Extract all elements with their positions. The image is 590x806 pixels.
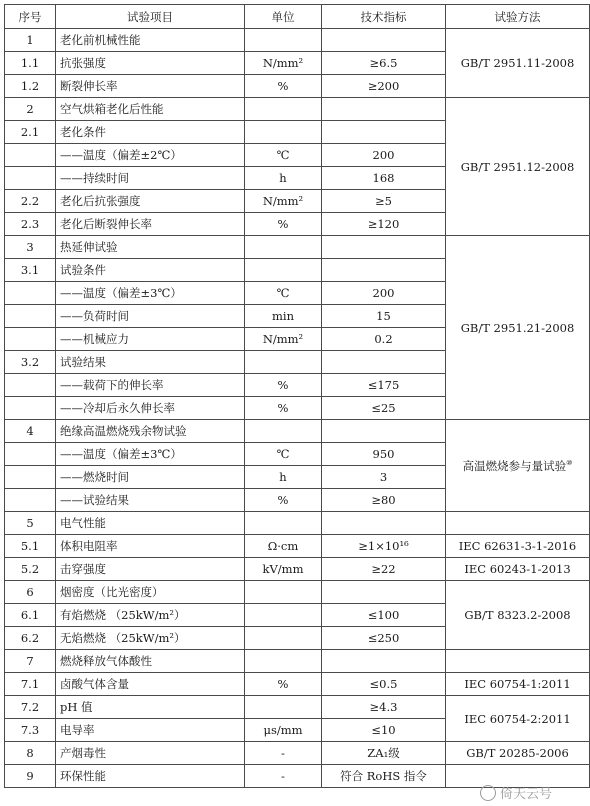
row-item: 体积电阻率: [56, 535, 245, 558]
table-row: [5, 535, 590, 558]
row-value: 3: [322, 466, 446, 489]
row-value: ≤25: [322, 397, 446, 420]
row-item: ——温度（偏差±3℃）: [56, 443, 245, 466]
test-method-cell: [446, 650, 590, 673]
watermark-text: 倚天云号: [499, 787, 552, 802]
test-method-cell: [446, 673, 590, 696]
row-unit: %: [245, 673, 322, 696]
row-value: ≥80: [322, 489, 446, 512]
row-value: 15: [322, 305, 446, 328]
row-value: 200: [322, 144, 446, 167]
row-number: 2: [5, 98, 56, 121]
row-item: 电导率: [56, 719, 245, 742]
row-number: 7.1: [5, 673, 56, 696]
row-value: ≥6.5: [322, 52, 446, 75]
row-number: [5, 328, 56, 351]
row-unit: -: [245, 742, 322, 765]
row-value: [322, 650, 446, 673]
row-item: 燃烧释放气体酸性: [56, 650, 245, 673]
row-number: 9: [5, 765, 56, 788]
row-number: 4: [5, 420, 56, 443]
table-header-row: [5, 5, 590, 29]
row-number: 3.1: [5, 259, 56, 282]
row-item: 烟密度（比光密度）: [56, 581, 245, 604]
table-row: [5, 696, 590, 719]
row-value: [322, 29, 446, 52]
row-unit: ℃: [245, 144, 322, 167]
row-value: [322, 259, 446, 282]
row-value: 168: [322, 167, 446, 190]
row-unit: [245, 581, 322, 604]
row-value: ≥1×10¹⁶: [322, 535, 446, 558]
row-unit: [245, 696, 322, 719]
row-number: 1.2: [5, 75, 56, 98]
row-unit: h: [245, 167, 322, 190]
row-value: 200: [322, 282, 446, 305]
test-method-text: GB/T 20285-2006: [466, 746, 569, 760]
table-row: [5, 558, 590, 581]
row-value: [322, 236, 446, 259]
row-item: 无焰燃烧 （25kW/m²）: [56, 627, 245, 650]
row-item: ——燃烧时间: [56, 466, 245, 489]
row-item: 环保性能: [56, 765, 245, 788]
row-number: 6.1: [5, 604, 56, 627]
table-row: [5, 29, 590, 52]
row-number: [5, 305, 56, 328]
row-number: [5, 282, 56, 305]
row-item: 热延伸试验: [56, 236, 245, 259]
test-method-text: IEC 60754-1:2011: [464, 677, 571, 691]
row-number: 2.1: [5, 121, 56, 144]
row-unit: [245, 512, 322, 535]
test-method-text: GB/T 2951.11-2008: [460, 56, 575, 70]
row-number: 1: [5, 29, 56, 52]
row-number: 6.2: [5, 627, 56, 650]
row-value: ≤100: [322, 604, 446, 627]
row-value: ≤175: [322, 374, 446, 397]
row-value: [322, 351, 446, 374]
row-unit: ℃: [245, 282, 322, 305]
row-unit: h: [245, 466, 322, 489]
row-unit: Ω·cm: [245, 535, 322, 558]
footnote-marker: ⑩: [566, 458, 573, 467]
row-value: [322, 98, 446, 121]
row-value: ≥22: [322, 558, 446, 581]
row-unit: %: [245, 75, 322, 98]
row-item: ——负荷时间: [56, 305, 245, 328]
row-item: ——试验结果: [56, 489, 245, 512]
row-item: 断裂伸长率: [56, 75, 245, 98]
row-value: ≤0.5: [322, 673, 446, 696]
row-unit: [245, 236, 322, 259]
row-value: [322, 420, 446, 443]
row-number: 5.2: [5, 558, 56, 581]
row-value: [322, 512, 446, 535]
row-unit: %: [245, 374, 322, 397]
table-row: [5, 650, 590, 673]
row-number: 7.3: [5, 719, 56, 742]
row-unit: min: [245, 305, 322, 328]
row-number: 8: [5, 742, 56, 765]
row-item: 产烟毒性: [56, 742, 245, 765]
row-item: ——持续时间: [56, 167, 245, 190]
row-item: ——冷却后永久伸长率: [56, 397, 245, 420]
row-value: [322, 581, 446, 604]
test-method-cell: [446, 535, 590, 558]
row-number: 1.1: [5, 52, 56, 75]
row-item: 击穿强度: [56, 558, 245, 581]
row-unit: kV/mm: [245, 558, 322, 581]
test-method-cell: [446, 558, 590, 581]
row-number: 7.2: [5, 696, 56, 719]
row-number: 3: [5, 236, 56, 259]
row-unit: N/mm²: [245, 52, 322, 75]
row-unit: [245, 627, 322, 650]
table-row: [5, 512, 590, 535]
row-number: [5, 167, 56, 190]
row-value: 950: [322, 443, 446, 466]
row-item: 老化条件: [56, 121, 245, 144]
row-item: ——机械应力: [56, 328, 245, 351]
row-unit: %: [245, 213, 322, 236]
row-value: 0.2: [322, 328, 446, 351]
spec-table: [4, 4, 590, 788]
row-item: pH 值: [56, 696, 245, 719]
watermark-logo-icon: [480, 785, 496, 801]
header-unit: 单位: [245, 5, 322, 29]
test-method-cell: [446, 512, 590, 535]
row-item: 老化后抗张强度: [56, 190, 245, 213]
test-method-text: IEC 60754-2:2011: [464, 711, 571, 726]
header-no: 序号: [5, 5, 56, 29]
row-value: ZA₁级: [322, 742, 446, 765]
row-item: ——温度（偏差±3℃）: [56, 282, 245, 305]
row-unit: -: [245, 765, 322, 788]
row-number: 5.1: [5, 535, 56, 558]
row-unit: N/mm²: [245, 328, 322, 351]
test-method-cell: [446, 236, 590, 420]
row-number: 7: [5, 650, 56, 673]
header-value: 技术指标: [322, 5, 446, 29]
row-item: 老化后断裂伸长率: [56, 213, 245, 236]
test-method-text: 高温燃烧参与量试验: [462, 458, 567, 473]
row-item: 试验条件: [56, 259, 245, 282]
row-item: 试验结果: [56, 351, 245, 374]
row-item: 卤酸气体含量: [56, 673, 245, 696]
row-number: [5, 443, 56, 466]
table-row: [5, 236, 590, 259]
row-unit: [245, 650, 322, 673]
row-value: [322, 121, 446, 144]
row-value: ≥120: [322, 213, 446, 236]
watermark: [480, 783, 552, 802]
row-item: 空气烘箱老化后性能: [56, 98, 245, 121]
row-item: 抗张强度: [56, 52, 245, 75]
row-number: [5, 397, 56, 420]
row-item: 电气性能: [56, 512, 245, 535]
header-method: 试验方法: [446, 5, 590, 29]
row-unit: [245, 29, 322, 52]
table-row: [5, 673, 590, 696]
row-value: ≥200: [322, 75, 446, 98]
test-method-cell: [446, 742, 590, 765]
table-row: [5, 98, 590, 121]
row-unit: [245, 604, 322, 627]
row-unit: %: [245, 397, 322, 420]
row-unit: [245, 420, 322, 443]
row-unit: [245, 98, 322, 121]
row-unit: N/mm²: [245, 190, 322, 213]
table-row: [5, 420, 590, 443]
table-body: [5, 29, 590, 788]
row-number: 2.2: [5, 190, 56, 213]
row-number: 3.2: [5, 351, 56, 374]
row-value: 符合 RoHS 指令: [322, 765, 446, 788]
test-method-text: IEC 62631-3-1-2016: [458, 539, 577, 553]
test-method-text: GB/T 2951.12-2008: [460, 159, 575, 174]
row-value: ≤10: [322, 719, 446, 742]
row-number: [5, 466, 56, 489]
row-unit: ℃: [245, 443, 322, 466]
row-value: ≥5: [322, 190, 446, 213]
row-unit: [245, 259, 322, 282]
table-row: [5, 581, 590, 604]
row-number: 5: [5, 512, 56, 535]
table-row: [5, 742, 590, 765]
test-method-cell: [446, 29, 590, 98]
row-item: ——载荷下的伸长率: [56, 374, 245, 397]
row-number: 6: [5, 581, 56, 604]
row-value: ≤250: [322, 627, 446, 650]
row-number: [5, 374, 56, 397]
header-item: 试验项目: [56, 5, 245, 29]
row-number: [5, 144, 56, 167]
test-method-cell: [446, 581, 590, 650]
row-item: 老化前机械性能: [56, 29, 245, 52]
row-number: 2.3: [5, 213, 56, 236]
row-item: ——温度（偏差±2℃）: [56, 144, 245, 167]
row-unit: μs/mm: [245, 719, 322, 742]
row-number: [5, 489, 56, 512]
row-value: ≥4.3: [322, 696, 446, 719]
test-method-cell: [446, 696, 590, 742]
test-method-text: IEC 60243-1-2013: [464, 562, 571, 576]
row-item: 有焰燃烧 （25kW/m²）: [56, 604, 245, 627]
row-item: 绝缘高温燃烧残余物试验: [56, 420, 245, 443]
test-method-text: GB/T 2951.21-2008: [460, 320, 575, 335]
test-method-cell: [446, 420, 590, 512]
row-unit: [245, 121, 322, 144]
row-unit: [245, 351, 322, 374]
test-method-text: GB/T 8323.2-2008: [464, 608, 571, 622]
row-unit: %: [245, 489, 322, 512]
test-method-cell: [446, 98, 590, 236]
